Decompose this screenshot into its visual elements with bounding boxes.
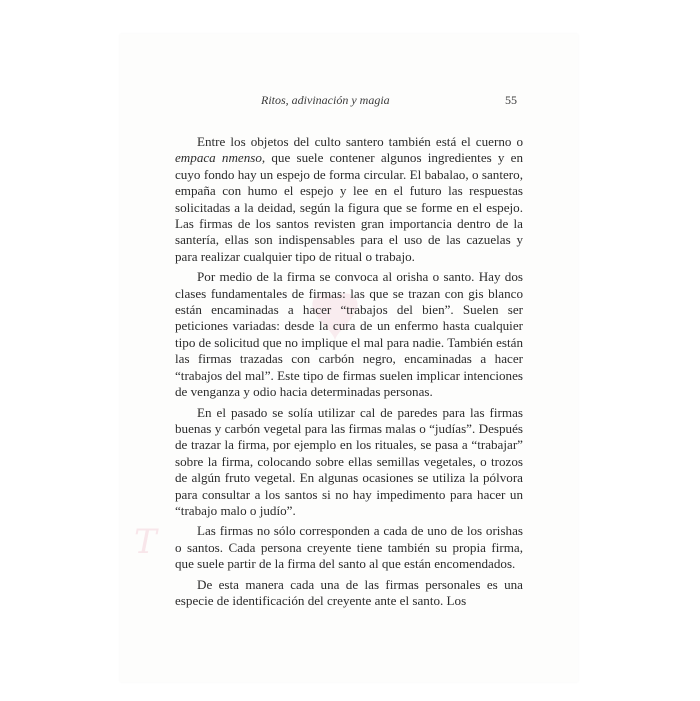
body-text: [175, 134, 523, 664]
page-number: 55: [505, 93, 517, 107]
running-header: [161, 93, 517, 111]
running-title: Ritos, adivinación y magia: [261, 93, 390, 107]
emphasized-term: empaca nmenso: [175, 150, 262, 166]
paragraph: Por medio de la firma se convoca al orisha o santo. Hay dos clases fundamentales de firmas: las que se trazan con gis blanco están encaminadas a hacer “trabajos del bien”. Suelen ser peticiones variadas: desde la cura de un enfermo hasta cualquier tipo de solicitud que no implique el mal para nadie. También están las firmas trazadas con carbón negro, encaminadas a hacer “trabajos del mal”. Este tipo de firmas suelen implicar intenciones de venganza y odio hacia determinadas personas.: [175, 269, 523, 400]
paragraph: Las firmas no sólo corresponden a cada de uno de los orishas o santos. Cada persona creyente tiene también su propia firma, que suele partir de la firma del santo al que están encomendados.: [175, 523, 523, 572]
paragraph: Entre los objetos del culto santero también está el cuerno o empaca nmenso, que suele contener algunos ingredientes y en cuyo fondo hay un espejo de forma circular. El babalao, o santero, empaña con humo el espejo y lee en el futuro las respuestas solicitadas a la deidad, según la figura que se forme en el espejo. Las firmas de los santos revisten gran importancia dentro de la santería, ellas son indispensables para el uso de las cazuelas y para realizar cualquier tipo de ritual o trabajo.: [175, 134, 524, 264]
paragraph: En el pasado se solía utilizar cal de paredes para las firmas buenas y carbón vegetal para las firmas malas o “judías”. Después de trazar la firma, por ejemplo en los rituales, se pasa a “trabajar” sobre la firma, colocando sobre ellas semillas vegetales, o trozos de algún fruto vegetal. En algunas ocasiones se utiliza la pólvora para consultar a los santos si no hay impedimento para hacer un “trabajo malo o judío”.: [175, 404, 523, 518]
paragraph: De esta manera cada una de las firmas personales es una especie de identificación del creyente ante el santo. Los: [175, 576, 523, 608]
watermark-text: T: [134, 522, 163, 562]
